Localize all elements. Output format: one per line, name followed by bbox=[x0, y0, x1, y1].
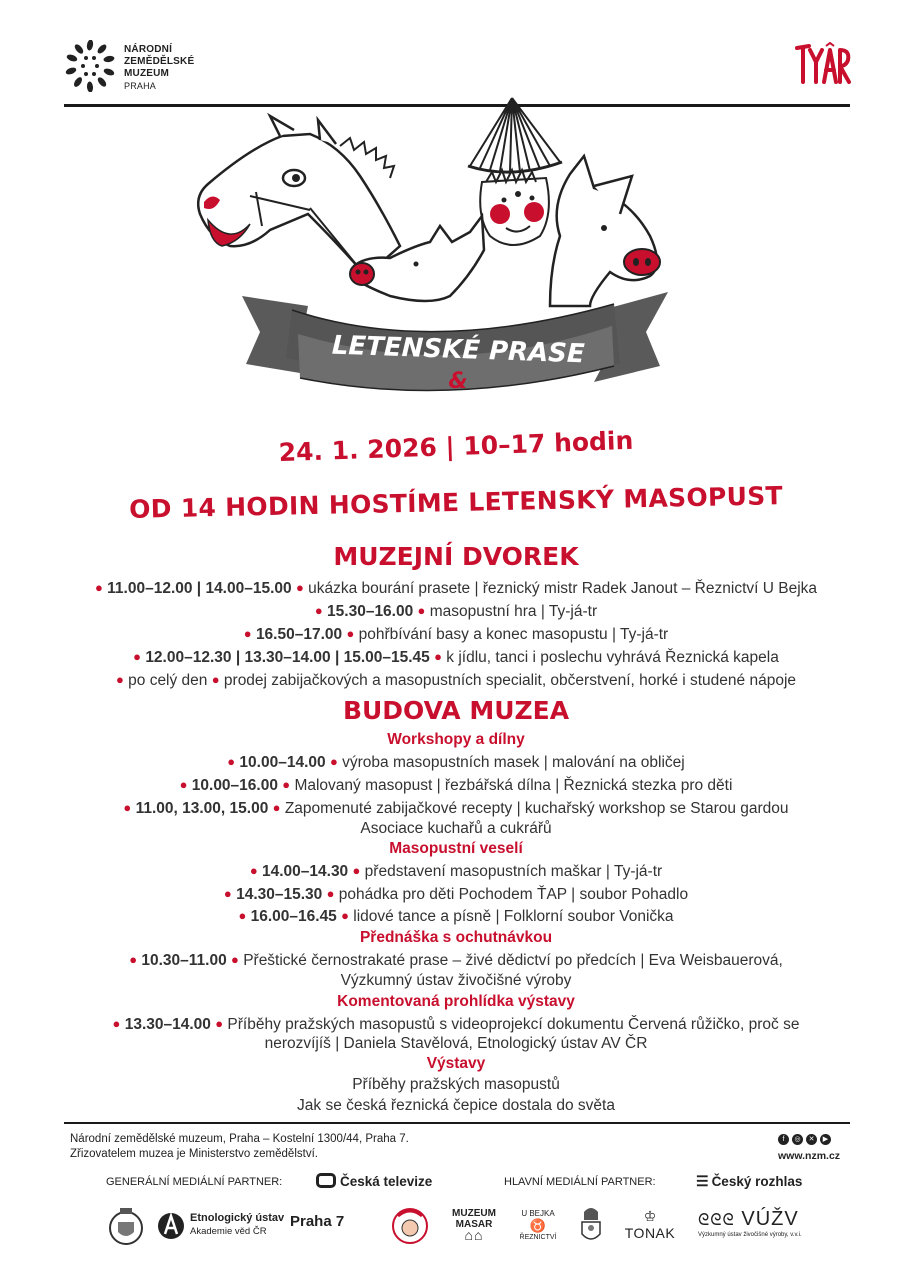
item-time: 14.00–14.30 bbox=[261, 863, 349, 880]
instagram-icon[interactable]: ◎ bbox=[792, 1134, 803, 1145]
subsection-title-veseli: Masopustní veselí bbox=[389, 840, 523, 857]
clown-face bbox=[480, 170, 549, 245]
museum-logo-line: NÁRODNÍ bbox=[124, 44, 173, 55]
city-crest-logo bbox=[106, 1204, 146, 1248]
bullet-icon: ● bbox=[215, 1016, 224, 1031]
program-item bbox=[0, 884, 912, 905]
program-item bbox=[0, 624, 912, 645]
etnologicky-sub: Akademie věd ČR bbox=[190, 1226, 267, 1237]
etnologicky-name: Etnologický ústav bbox=[190, 1212, 285, 1224]
item-text: Přeštické černostrakaté prase – živé dědictví po předcích | Eva Weisbauerová, bbox=[243, 952, 783, 969]
program-item bbox=[0, 752, 912, 773]
program-item bbox=[0, 647, 912, 668]
exhibition-item: Jak se česká řeznická čepice dostala do světa bbox=[297, 1097, 615, 1114]
item-time: 10.00–16.00 bbox=[191, 777, 278, 794]
horse-head bbox=[198, 116, 400, 278]
item-time: 14.30–15.30 bbox=[236, 886, 323, 903]
subsection-title-workshopy: Workshopy a dílny bbox=[387, 731, 525, 748]
bullet-icon: ● bbox=[112, 1016, 121, 1031]
bullet-icon: ● bbox=[123, 800, 132, 815]
bullet-icon: ● bbox=[352, 863, 361, 878]
footer-address bbox=[70, 1132, 409, 1162]
program-item-continuation: Asociace kuchařů a cukrářů bbox=[360, 820, 552, 837]
bullet-icon: ● bbox=[227, 754, 236, 769]
tonak-name: TONAK bbox=[624, 1225, 676, 1241]
pig-head-right bbox=[550, 156, 660, 306]
bullet-icon: ● bbox=[231, 952, 239, 967]
bullet-icon: ● bbox=[238, 908, 247, 923]
item-text: výroba masopustních masek | malování na obličej bbox=[342, 754, 685, 771]
exhibition-item: Příběhy pražských masopustů bbox=[352, 1076, 560, 1093]
bullet-icon: ● bbox=[129, 952, 138, 967]
program-item bbox=[0, 670, 912, 691]
item-time: po celý den bbox=[128, 672, 208, 689]
website-link[interactable]: www.nzm.cz bbox=[778, 1150, 841, 1162]
program-item-continuation: nerozvíjíš | Daniela Stavělová, Etnologický ústav AV ČR bbox=[264, 1035, 648, 1052]
banner-ampersand: & bbox=[448, 369, 468, 394]
bullet-icon: ● bbox=[94, 580, 103, 595]
bullet-icon: ● bbox=[417, 603, 426, 618]
cesky-rozhlas-icon: ☰ bbox=[696, 1173, 709, 1189]
u-bejka-logo bbox=[518, 1208, 558, 1244]
program-item bbox=[0, 1014, 912, 1035]
footer-divider bbox=[64, 1122, 850, 1124]
muzeum-masar-logo bbox=[448, 1208, 500, 1241]
item-time: 16.50–17.00 bbox=[255, 626, 343, 643]
youtube-icon[interactable]: ▶ bbox=[820, 1134, 831, 1145]
bullet-icon: ● bbox=[295, 580, 304, 595]
muzeum-masar-mark: ⌂⌂ bbox=[464, 1227, 484, 1243]
item-text: pohádka pro děti Pochodem ŤAP | soubor Pohadlo bbox=[338, 886, 689, 903]
main-partner-name: Český rozhlas bbox=[711, 1174, 803, 1189]
banner-line-1: LETENSKÉ PRASE bbox=[331, 330, 586, 370]
tonak-logo bbox=[622, 1208, 678, 1241]
program-item bbox=[0, 950, 912, 971]
bullet-icon: ● bbox=[346, 626, 355, 641]
address-line: Národní zemědělské muzeum, Praha – Kostelní 1300/44, Praha 7. bbox=[70, 1133, 409, 1145]
bullet-icon: ● bbox=[329, 754, 338, 769]
item-text: představení masopustních maškar | Ty-já-tr bbox=[364, 863, 663, 880]
item-time: 15.30–16.00 bbox=[327, 603, 414, 620]
item-time: 12.00–12.30 | 13.30–14.00 | 15.00–15.45 bbox=[145, 649, 430, 666]
subsection-title-prohlidka: Komentovaná prohlídka výstavy bbox=[337, 993, 575, 1010]
program-item bbox=[0, 798, 912, 819]
banner-line-2: LETENSKÝ MASOPUST bbox=[292, 389, 616, 431]
vuzv-logo bbox=[698, 1208, 802, 1238]
museum-logo bbox=[64, 40, 214, 96]
vuzv-name: VÚŽV bbox=[741, 1208, 799, 1230]
vuzv-mark bbox=[698, 1208, 802, 1231]
bullet-icon: ● bbox=[243, 626, 252, 641]
program-item bbox=[0, 578, 912, 599]
item-time: 11.00, 13.00, 15.00 bbox=[135, 800, 269, 817]
bullet-icon: ● bbox=[282, 777, 291, 792]
program-item-continuation: Výzkumný ústav živočišné výroby bbox=[340, 972, 572, 989]
tyjatr-logo bbox=[794, 42, 852, 90]
item-text: pohřbívání basy a konec masopustu | Ty-já-tr bbox=[358, 626, 669, 643]
museum-wreath-icon bbox=[64, 40, 116, 92]
subsection-title-vystavy: Výstavy bbox=[426, 1055, 486, 1072]
vuzv-animals-icon: ᘓᘓᘓ bbox=[698, 1212, 735, 1229]
item-text: ukázka bourání prasete | řeznický mistr Radek Janout – Řeznictví U Bejka bbox=[308, 580, 818, 597]
u-bejka-sub: ŘEZNICTVÍ bbox=[519, 1234, 557, 1241]
item-text: Malovaný masopust | řezbářská dílna | Řeznická stezka pro děti bbox=[294, 777, 733, 794]
section-title-dvorek: MUZEJNÍ DVOREK bbox=[333, 542, 579, 571]
museum-logo-line: MUZEUM bbox=[124, 68, 170, 79]
program-item bbox=[0, 775, 912, 796]
main-partner bbox=[696, 1173, 802, 1190]
museum-logo-line: ZEMĚDĚLSKÉ bbox=[124, 56, 195, 67]
vuzv-sub: Výzkumný ústav živočišné výroby, v.v.i. bbox=[698, 1232, 802, 1238]
x-icon[interactable]: ✕ bbox=[806, 1134, 817, 1145]
item-text: lidové tance a písně | Folklorní soubor Vonička bbox=[353, 908, 674, 925]
general-partner-label: GENERÁLNÍ MEDIÁLNÍ PARTNER: bbox=[106, 1176, 283, 1188]
chef-crest-logo bbox=[576, 1204, 606, 1248]
main-partner-label: HLAVNÍ MEDIÁLNÍ PARTNER: bbox=[504, 1176, 656, 1188]
general-partner-name: Česká televize bbox=[340, 1174, 433, 1189]
item-text: prodej zabijačkových a masopustních specialit, občerstvení, horké i studené nápoje bbox=[223, 672, 797, 689]
item-time: 13.30–14.00 bbox=[124, 1016, 211, 1033]
etnologicky-ustav-logo bbox=[190, 1212, 284, 1238]
title-ribbon bbox=[242, 292, 668, 431]
bullet-icon: ● bbox=[326, 886, 335, 901]
bullet-icon: ● bbox=[133, 649, 141, 664]
muzeum-masar-name: MUZEUM MASAR bbox=[452, 1208, 496, 1230]
general-partner bbox=[316, 1173, 432, 1189]
praha-7-logo: Praha 7 bbox=[290, 1213, 345, 1230]
item-text: masopustní hra | Ty-já-tr bbox=[429, 603, 598, 620]
u-bejka-name: U BEJKA bbox=[521, 1209, 555, 1218]
program-item bbox=[0, 601, 912, 622]
bullet-icon: ● bbox=[434, 649, 442, 664]
item-time: 16.00–16.45 bbox=[250, 908, 337, 925]
subsection-title-prednaska: Přednáška s ochutnávkou bbox=[359, 929, 553, 946]
item-text: Příběhy pražských masopustů s videoprojekcí dokumentu Červená růžičko, proč se bbox=[227, 1016, 800, 1033]
bullet-icon: ● bbox=[179, 777, 188, 792]
tonak-crown-icon: ♔ bbox=[643, 1208, 657, 1224]
social-icons bbox=[778, 1134, 848, 1148]
address-line: Zřizovatelem muzea je Ministerstvo zemědělství. bbox=[70, 1148, 318, 1160]
item-text: k jídlu, tanci i poslechu vyhrává Řeznická kapela bbox=[446, 649, 779, 666]
bullet-icon: ● bbox=[115, 672, 124, 687]
bullet-icon: ● bbox=[211, 672, 220, 687]
museum-logo-line: PRAHA bbox=[124, 81, 157, 91]
bullet-icon: ● bbox=[341, 908, 349, 923]
program-item bbox=[0, 861, 912, 882]
bullet-icon: ● bbox=[249, 863, 258, 878]
straw-hat-icon bbox=[468, 98, 562, 172]
masopust-headline: OD 14 HODIN HOSTÍME LETENSKÝ MASOPUST bbox=[128, 481, 784, 524]
program-item bbox=[0, 906, 912, 927]
item-time: 10.00–14.00 bbox=[239, 754, 326, 771]
bullet-icon: ● bbox=[314, 603, 323, 618]
ceska-televize-icon bbox=[316, 1173, 336, 1188]
bullet-icon: ● bbox=[272, 800, 281, 815]
bull-icon: ♉ bbox=[529, 1218, 547, 1233]
bullet-icon: ● bbox=[223, 886, 232, 901]
item-time: 11.00–12.00 | 14.00–15.00 bbox=[107, 580, 292, 597]
item-time: 10.30–11.00 bbox=[141, 952, 227, 969]
facebook-icon[interactable]: f bbox=[778, 1134, 789, 1145]
section-title-budova: BUDOVA MUZEA bbox=[342, 696, 570, 725]
item-text: Zapomenuté zabijačkové recepty | kuchařský workshop se Starou gardou bbox=[284, 800, 789, 817]
masopust-festival-logo bbox=[390, 1204, 430, 1248]
event-date: 24. 1. 2026 | 10–17 hodin bbox=[278, 425, 634, 468]
etnologicky-ustav-icon bbox=[156, 1204, 186, 1248]
